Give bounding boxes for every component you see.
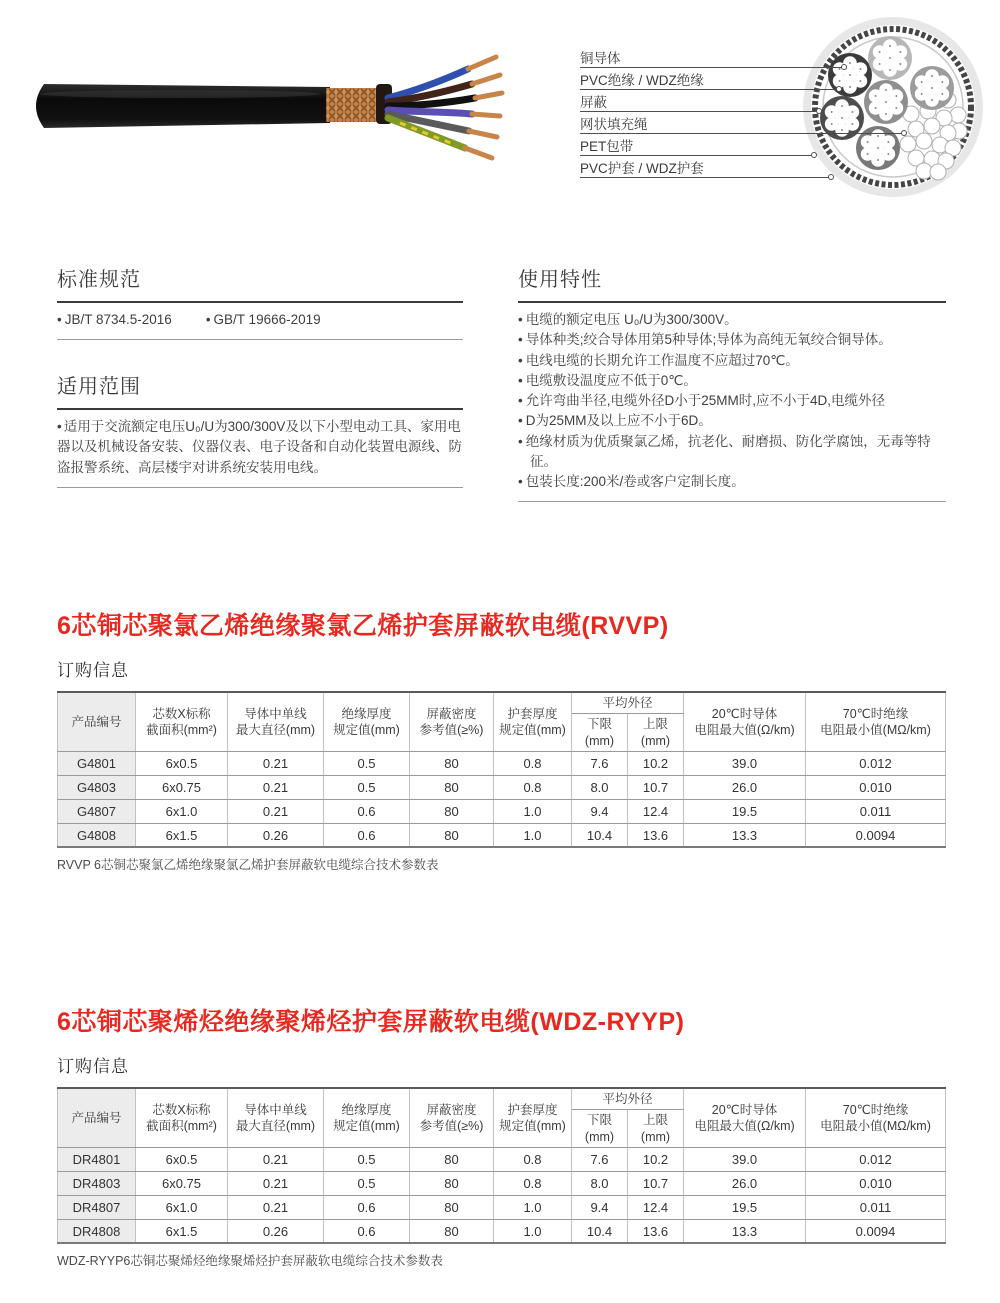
usage-bullet: • 导体种类;绞合导体用第5种导体;导体为高纯无氧绞合铜导体。 (518, 330, 946, 350)
table-cell: 10.4 (572, 823, 628, 847)
table-cell: 0.011 (806, 1195, 946, 1219)
table-cell: 6x0.5 (136, 1147, 228, 1171)
table-cell: 0.6 (324, 799, 410, 823)
table-header-row (58, 1088, 946, 1110)
diagram-label: 网状填充绳 (580, 112, 905, 134)
col-product-no: 产品编号 (58, 1088, 136, 1147)
standards-section (57, 263, 463, 340)
table-cell: 0.5 (324, 1147, 410, 1171)
table-cell: 0.012 (806, 1147, 946, 1171)
table-cell: 12.4 (628, 799, 684, 823)
order-info-title: 订购信息 (57, 661, 129, 680)
scope-title: 适用范围 (57, 370, 463, 410)
table-cell: 80 (410, 823, 494, 847)
table-cell: 1.0 (494, 1195, 572, 1219)
table-cell: 0.21 (228, 1195, 324, 1219)
table-cell: 0.5 (324, 775, 410, 799)
table-cell: 1.0 (494, 823, 572, 847)
table-cell: 0.21 (228, 1147, 324, 1171)
table-cell: 19.5 (684, 1195, 806, 1219)
table-cell: 6x1.5 (136, 823, 228, 847)
col-conductor-dia: 导体中单线 最大直径(mm) (228, 692, 324, 751)
table-cell: 0.8 (494, 775, 572, 799)
col-sheath-thickness: 护套厚度 规定值(mm) (494, 1088, 572, 1147)
usage-bullets (518, 303, 946, 502)
col-resistance-20c: 20℃时导体 电阻最大值(Ω/km) (684, 692, 806, 751)
wdz-ryyp-spec-table (57, 1087, 946, 1244)
col-resistance-20c: 20℃时导体 电阻最大值(Ω/km) (684, 1088, 806, 1147)
table-row (58, 1147, 946, 1171)
table-cell: 80 (410, 799, 494, 823)
standards-title: 标准规范 (57, 263, 463, 303)
table-row (58, 799, 946, 823)
table-cell: 10.4 (572, 1219, 628, 1243)
usage-bullet: • 允许弯曲半径,电缆外径D小于25MM时,应不小于4D,电缆外径 (518, 391, 946, 411)
table-cell: 10.2 (628, 751, 684, 775)
standard-item: • GB/T 19666-2019 (206, 310, 321, 330)
diagram-label: 屏蔽 (580, 90, 820, 112)
col-avg-od-upper: 上限(mm) (628, 1110, 684, 1148)
usage-title: 使用特性 (518, 263, 946, 303)
table-cell: 13.3 (684, 823, 806, 847)
col-shield-density: 屏蔽密度 参考值(≥%) (410, 1088, 494, 1147)
table-cell: 13.6 (628, 823, 684, 847)
table-cell: DR4807 (58, 1195, 136, 1219)
col-cores-section: 芯数X标称 截面积(mm²) (136, 692, 228, 751)
usage-bullet: • D为25MM及以上应不小于6D。 (518, 411, 946, 431)
table-cell: 6x0.75 (136, 1171, 228, 1195)
table-cell: 80 (410, 1147, 494, 1171)
table-cell: 0.5 (324, 751, 410, 775)
usage-bullet: • 电缆敷设温度应不低于0℃。 (518, 371, 946, 391)
table-cell: 9.4 (572, 799, 628, 823)
table-cell: 0.5 (324, 1171, 410, 1195)
col-insulation-thickness: 绝缘厚度 规定值(mm) (324, 1088, 410, 1147)
col-avg-od-upper: 上限(mm) (628, 714, 684, 752)
order-info-title: 订购信息 (57, 1057, 129, 1076)
diagram-label-list (580, 46, 905, 178)
table-cell: 80 (410, 751, 494, 775)
scope-text: • 适用于交流额定电压U₀/U为300/300V及以下小型电动工具、家用电器以及机械设备安装、仪器仪表、电子设备和自动化装置电源线、防盗报警系统、高层楼宇对讲系统安装用电线。 (57, 417, 463, 478)
table-cell: 7.6 (572, 751, 628, 775)
col-resistance-70c: 70℃时绝缘 电阻最小值(MΩ/km) (806, 692, 946, 751)
table-cell: G4808 (58, 823, 136, 847)
col-conductor-dia: 导体中单线 最大直径(mm) (228, 1088, 324, 1147)
col-cores-section: 芯数X标称 截面积(mm²) (136, 1088, 228, 1147)
col-avg-od-group: 平均外径 (572, 692, 684, 714)
col-resistance-70c: 70℃时绝缘 电阻最小值(MΩ/km) (806, 1088, 946, 1147)
diagram-label: PVC绝缘 / WDZ绝缘 (580, 68, 840, 90)
table-row (58, 1219, 946, 1243)
table-cell: G4803 (58, 775, 136, 799)
col-shield-density: 屏蔽密度 参考值(≥%) (410, 692, 494, 751)
table-cell: 6x1.0 (136, 799, 228, 823)
table-cell: 26.0 (684, 1171, 806, 1195)
table-row (58, 823, 946, 847)
table-cell: 19.5 (684, 799, 806, 823)
table-cell: G4801 (58, 751, 136, 775)
scope-section (57, 370, 463, 488)
table-cell: 0.26 (228, 1219, 324, 1243)
standard-item: • JB/T 8734.5-2016 (57, 310, 172, 330)
table-cell: 12.4 (628, 1195, 684, 1219)
table-cell: 26.0 (684, 775, 806, 799)
table-cell: 0.0094 (806, 823, 946, 847)
diagram-label: PET包带 (580, 134, 815, 156)
table-cell: 39.0 (684, 1147, 806, 1171)
table-cell: 0.21 (228, 775, 324, 799)
table-cell: 7.6 (572, 1147, 628, 1171)
col-avg-od-lower: 下限(mm) (572, 714, 628, 752)
col-avg-od-lower: 下限(mm) (572, 1110, 628, 1148)
table-cell: 0.0094 (806, 1219, 946, 1243)
table-cell: 1.0 (494, 799, 572, 823)
table-cell: 10.7 (628, 1171, 684, 1195)
table-cell: 0.21 (228, 799, 324, 823)
table-cell: 0.6 (324, 1219, 410, 1243)
table-cell: 0.8 (494, 1171, 572, 1195)
table-cell: DR4808 (58, 1219, 136, 1243)
table-cell: 13.6 (628, 1219, 684, 1243)
table-cell: 1.0 (494, 1219, 572, 1243)
table-cell: 0.8 (494, 1147, 572, 1171)
table-cell: 0.010 (806, 1171, 946, 1195)
table-cell: 0.8 (494, 751, 572, 775)
standards-items (57, 303, 463, 340)
usage-section (518, 263, 946, 502)
col-avg-od-group: 平均外径 (572, 1088, 684, 1110)
table-cell: 13.3 (684, 1219, 806, 1243)
table-cell: 6x1.0 (136, 1195, 228, 1219)
table-cell: 10.2 (628, 1147, 684, 1171)
table-cell: 80 (410, 1195, 494, 1219)
table-cell: 80 (410, 775, 494, 799)
product-rvvp-title: 6芯铜芯聚氯乙烯绝缘聚氯乙烯护套屏蔽软电缆(RVVP) (57, 612, 669, 640)
table-cell: 80 (410, 1171, 494, 1195)
usage-bullet: • 电缆的额定电压 U₀/U为300/300V。 (518, 310, 946, 330)
diagram-label: PVC护套 / WDZ护套 (580, 156, 832, 178)
wdz-ryyp-table-caption: WDZ-RYYP6芯铜芯聚烯烃绝缘聚烯烃护套屏蔽软电缆综合技术参数表 (57, 1254, 443, 1269)
table-cell: 8.0 (572, 1171, 628, 1195)
product-wdz-ryyp-title: 6芯铜芯聚烯烃绝缘聚烯烃护套屏蔽软电缆(WDZ-RYYP) (57, 1008, 685, 1036)
table-cell: 0.6 (324, 1195, 410, 1219)
diagram-label: 铜导体 (580, 46, 845, 68)
product-rvvp-block (57, 606, 947, 873)
table-header-row (58, 692, 946, 714)
table-cell: 39.0 (684, 751, 806, 775)
cable-photo (20, 28, 505, 183)
usage-bullet: • 电线电缆的长期允许工作温度不应超过70℃。 (518, 351, 946, 371)
table-cell: G4807 (58, 799, 136, 823)
table-cell: 0.012 (806, 751, 946, 775)
col-insulation-thickness: 绝缘厚度 规定值(mm) (324, 692, 410, 751)
table-cell: 0.26 (228, 823, 324, 847)
col-product-no: 产品编号 (58, 692, 136, 751)
table-row (58, 775, 946, 799)
table-cell: 0.6 (324, 823, 410, 847)
table-cell: 10.7 (628, 775, 684, 799)
table-cell: 0.011 (806, 799, 946, 823)
table-cell: 6x0.5 (136, 751, 228, 775)
table-cell: 6x1.5 (136, 1219, 228, 1243)
table-cell: 0.21 (228, 1171, 324, 1195)
table-cell: 0.010 (806, 775, 946, 799)
product-wdz-ryyp-block (57, 1002, 947, 1269)
usage-bullet: • 绝缘材质为优质聚氯乙烯，抗老化、耐磨损、防化学腐蚀，无毒等特征。 (518, 432, 946, 473)
table-row (58, 1195, 946, 1219)
table-cell: 80 (410, 1219, 494, 1243)
table-cell: DR4803 (58, 1171, 136, 1195)
table-cell: 0.21 (228, 751, 324, 775)
table-cell: 9.4 (572, 1195, 628, 1219)
table-cell: DR4801 (58, 1147, 136, 1171)
table-row (58, 1171, 946, 1195)
col-sheath-thickness: 护套厚度 规定值(mm) (494, 692, 572, 751)
table-row (58, 751, 946, 775)
table-cell: 8.0 (572, 775, 628, 799)
table-cell: 6x0.75 (136, 775, 228, 799)
usage-bullet: • 包装长度:200米/卷或客户定制长度。 (518, 472, 946, 492)
rvvp-spec-table (57, 691, 946, 848)
rvvp-table-caption: RVVP 6芯铜芯聚氯乙烯绝缘聚氯乙烯护套屏蔽软电缆综合技术参数表 (57, 858, 439, 873)
